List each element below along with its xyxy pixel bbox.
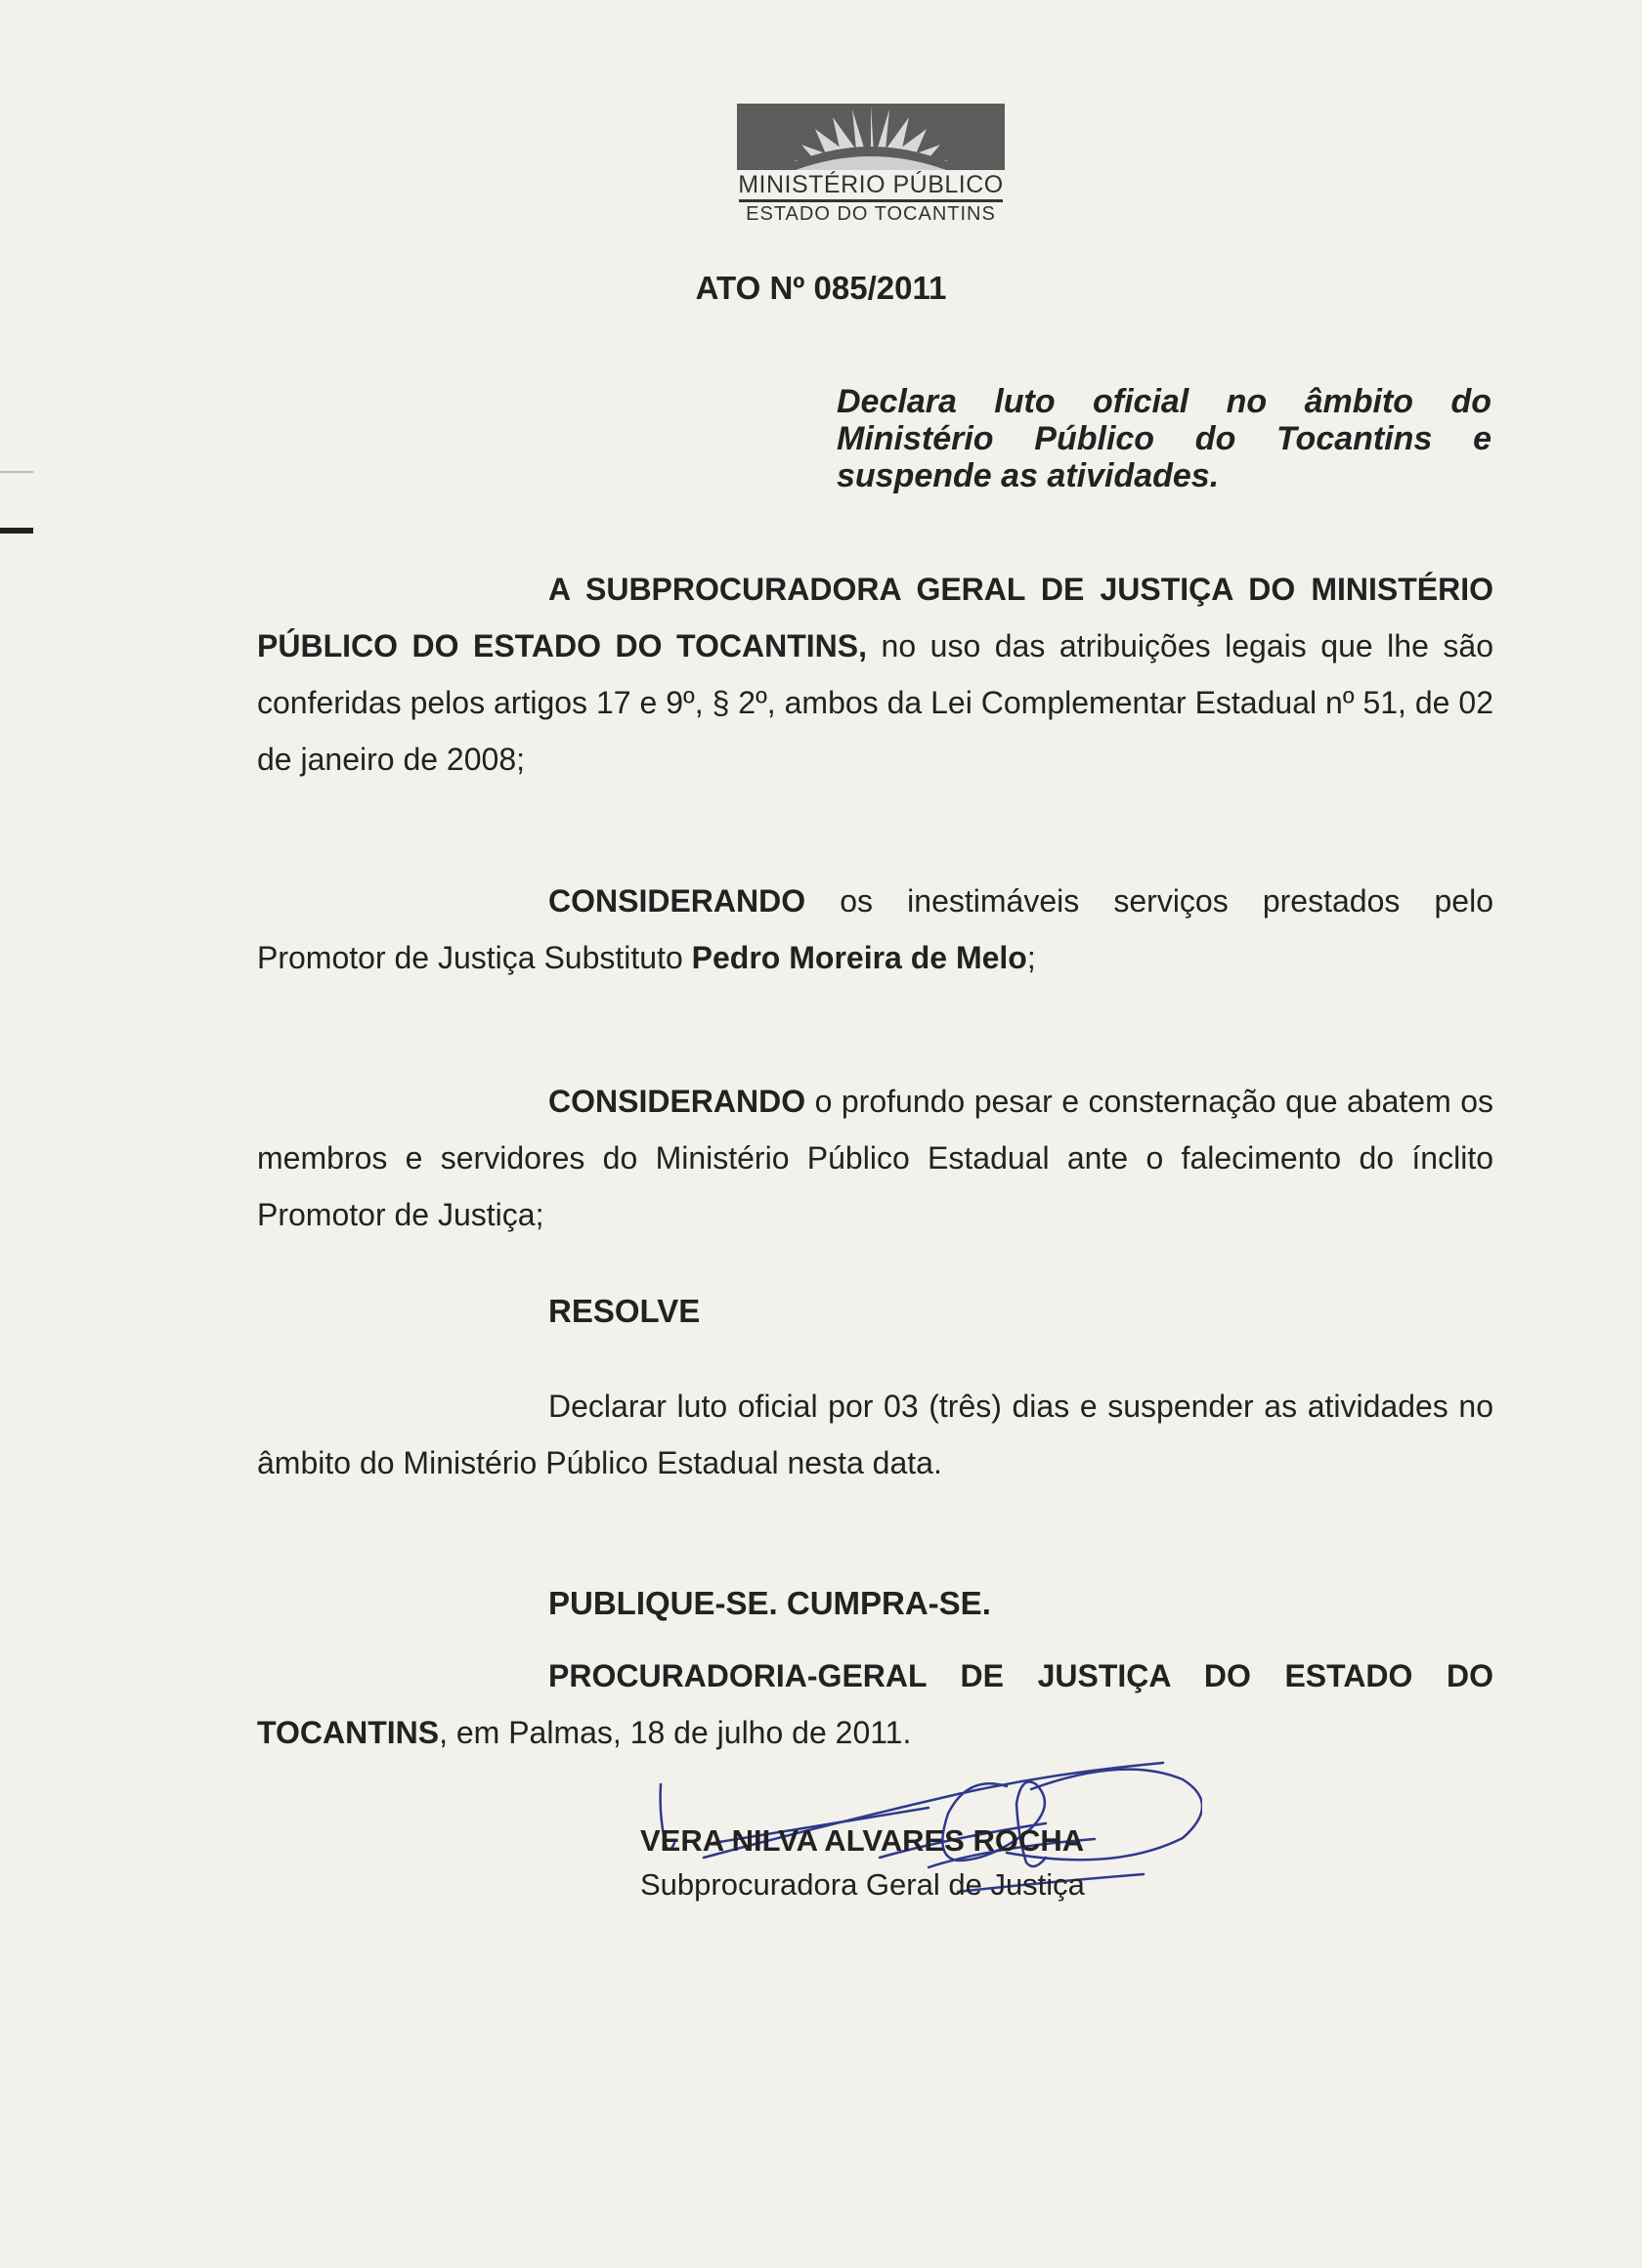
promotor-name: Pedro Moreira de Melo [691,940,1027,975]
resolve-paragraph: Declarar luto oficial por 03 (três) dias e suspender as atividades no âmbito do Ministério Público Estadual nesta data. [257,1389,1493,1480]
closing-date: , em Palmas, 18 de julho de 2011. [439,1715,912,1750]
document-title: ATO Nº 085/2011 [695,270,947,306]
signatory-role: Subprocuradora Geral de Justiça [640,1867,1085,1902]
considerando-2-paragraph [257,1073,1493,1243]
preamble-text: no uso das atribuições legais que lhe são conferidas pelos artigos 17 e 9º, § 2º, ambos da Lei Complementar Estadual nº 51, de 02 de janeiro de 2008; [257,628,1493,777]
considerando-2-lead: CONSIDERANDO [548,1084,806,1119]
logo-subtitle: ESTADO DO TOCANTINS [746,203,996,225]
closing-authority: PROCURADORIA-GERAL DE JUSTIÇA DO ESTADO DO TOCANTINS [257,1658,1493,1750]
considerando-1-end: ; [1026,940,1036,975]
considerando-1-lead: CONSIDERANDO [548,883,806,919]
scan-edge-mark [0,528,33,534]
resolve-heading: RESOLVE [548,1293,701,1329]
sun-rays-emblem-icon [737,104,1005,170]
logo-title: MINISTÉRIO PÚBLICO [738,171,1004,198]
closing-paragraph [257,1648,1493,1761]
signatory-name: VERA NILVA ALVARES ROCHA [640,1823,1085,1858]
publish-heading: PUBLIQUE-SE. CUMPRA-SE. [548,1585,991,1621]
considerando-1-text: os inestimáveis serviços prestados pelo Promotor de Justiça Substituto [257,883,1493,975]
ministerio-publico-logo [737,104,1005,226]
preamble-authority: A SUBPROCURADORA GERAL DE JUSTIÇA DO MINISTÉRIO PÚBLICO DO ESTADO DO TOCANTINS, [257,572,1493,663]
ementa-summary: Declara luto oficial no âmbito do Ministério Público do Tocantins e suspende as atividades. [837,383,1491,494]
scan-edge-line [0,471,33,473]
considerando-2-text: o profundo pesar e consternação que abatem os membros e servidores do Ministério Público Estadual ante o falecimento do ínclito Promotor de Justiça; [257,1084,1493,1232]
considerando-1-paragraph [257,873,1493,986]
preamble-paragraph [257,561,1493,788]
